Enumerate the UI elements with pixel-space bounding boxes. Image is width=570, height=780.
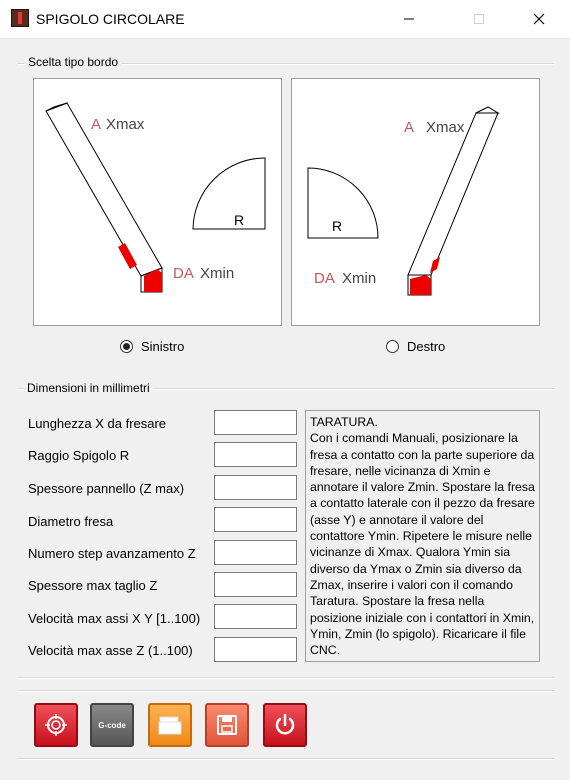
gcode-icon: G-code [98, 720, 126, 730]
right-da-prefix: DA [314, 270, 335, 287]
taratura-note: TARATURA. Con i comandi Manuali, posizionare la fresa a contatto con la parte superiore da fresare, nelle vicinanza di Xmin e annotare il valore Zmin. Spostare la fresa a contatto laterale con il pezzo da fresare (asse Y) e annotare il valore del contattore Ymin. Ripetere le misure nelle vicinanze di Xmax. Qualora Ymin sia diverso da Ymax o Zmin sia diverso da Zmax, inserire i valori con il comando Taratura. Spostare la fresa nella posizione iniziale con i contattori in Xmin, Ymin, Zmin (lo spigolo). Ricaricare il file CNC. [305, 410, 540, 662]
spessore-taglio-input[interactable] [214, 572, 297, 597]
separator-3 [17, 758, 554, 760]
field-label-spessore-pannello: Spessore pannello (Z max) [28, 481, 185, 496]
title-bar [0, 0, 570, 39]
minimize-button[interactable] [386, 0, 432, 38]
target-button[interactable] [34, 703, 78, 747]
right-da-label: Xmin [342, 270, 377, 287]
separator-1 [17, 677, 554, 679]
left-edge-drawing [34, 79, 281, 325]
app-icon [11, 9, 29, 27]
field-label-lunghezza: Lunghezza X da fresare [28, 416, 167, 431]
maximize-icon [473, 13, 485, 25]
radio-sinistro-label: Sinistro [141, 339, 185, 354]
right-a-prefix: A [404, 119, 415, 136]
right-edge-drawing [292, 79, 539, 325]
right-a-label: Xmax [426, 119, 465, 136]
radio-destro-label: Destro [407, 339, 446, 354]
field-label-diametro: Diametro fresa [28, 514, 114, 529]
numero-step-input[interactable] [214, 540, 297, 565]
right-edge-diagram[interactable] [291, 78, 540, 326]
field-label-raggio: Raggio Spigolo R [28, 448, 130, 463]
gcode-button[interactable] [90, 703, 134, 747]
power-icon [273, 713, 297, 737]
left-edge-diagram[interactable] [33, 78, 282, 326]
minimize-icon [403, 13, 415, 25]
power-button[interactable] [263, 703, 307, 747]
dims-group-label: Dimensioni in millimetri [24, 381, 153, 395]
field-label-numero-step: Numero step avanzamento Z [28, 546, 196, 561]
open-file-button[interactable] [148, 703, 192, 747]
edge-group-label: Scelta tipo bordo [25, 55, 121, 69]
lunghezza-x-input[interactable] [214, 410, 297, 435]
field-label-spessore-taglio: Spessore max taglio Z [28, 578, 158, 593]
folder-open-icon [157, 714, 183, 736]
close-icon [533, 13, 545, 25]
velocita-xy-input[interactable] [214, 604, 297, 629]
separator-2 [17, 690, 554, 692]
left-da-prefix: DA [173, 265, 194, 282]
left-a-label: Xmax [106, 116, 145, 133]
left-radius-label: R [234, 212, 245, 228]
maximize-button [456, 0, 502, 38]
field-label-velocita-z: Velocità max asse Z (1..100) [28, 643, 193, 658]
left-da-label: Xmin [200, 265, 235, 282]
save-icon [216, 714, 238, 736]
field-label-velocita-xy: Velocità max assi X Y [1..100) [28, 611, 201, 626]
spessore-pannello-input[interactable] [214, 475, 297, 500]
diametro-fresa-input[interactable] [214, 507, 297, 532]
radio-destro[interactable] [386, 339, 445, 354]
left-a-prefix: A [91, 116, 102, 133]
radio-sinistro[interactable] [120, 339, 184, 354]
target-icon [44, 713, 68, 737]
save-button[interactable] [205, 703, 249, 747]
radio-sinistro-circle[interactable] [120, 340, 133, 353]
window-title: SPIGOLO CIRCOLARE [36, 11, 185, 27]
radio-destro-circle[interactable] [386, 340, 399, 353]
close-button[interactable] [516, 0, 562, 38]
right-radius-label: R [332, 218, 343, 234]
velocita-z-input[interactable] [214, 637, 297, 662]
raggio-spigolo-input[interactable] [214, 442, 297, 467]
